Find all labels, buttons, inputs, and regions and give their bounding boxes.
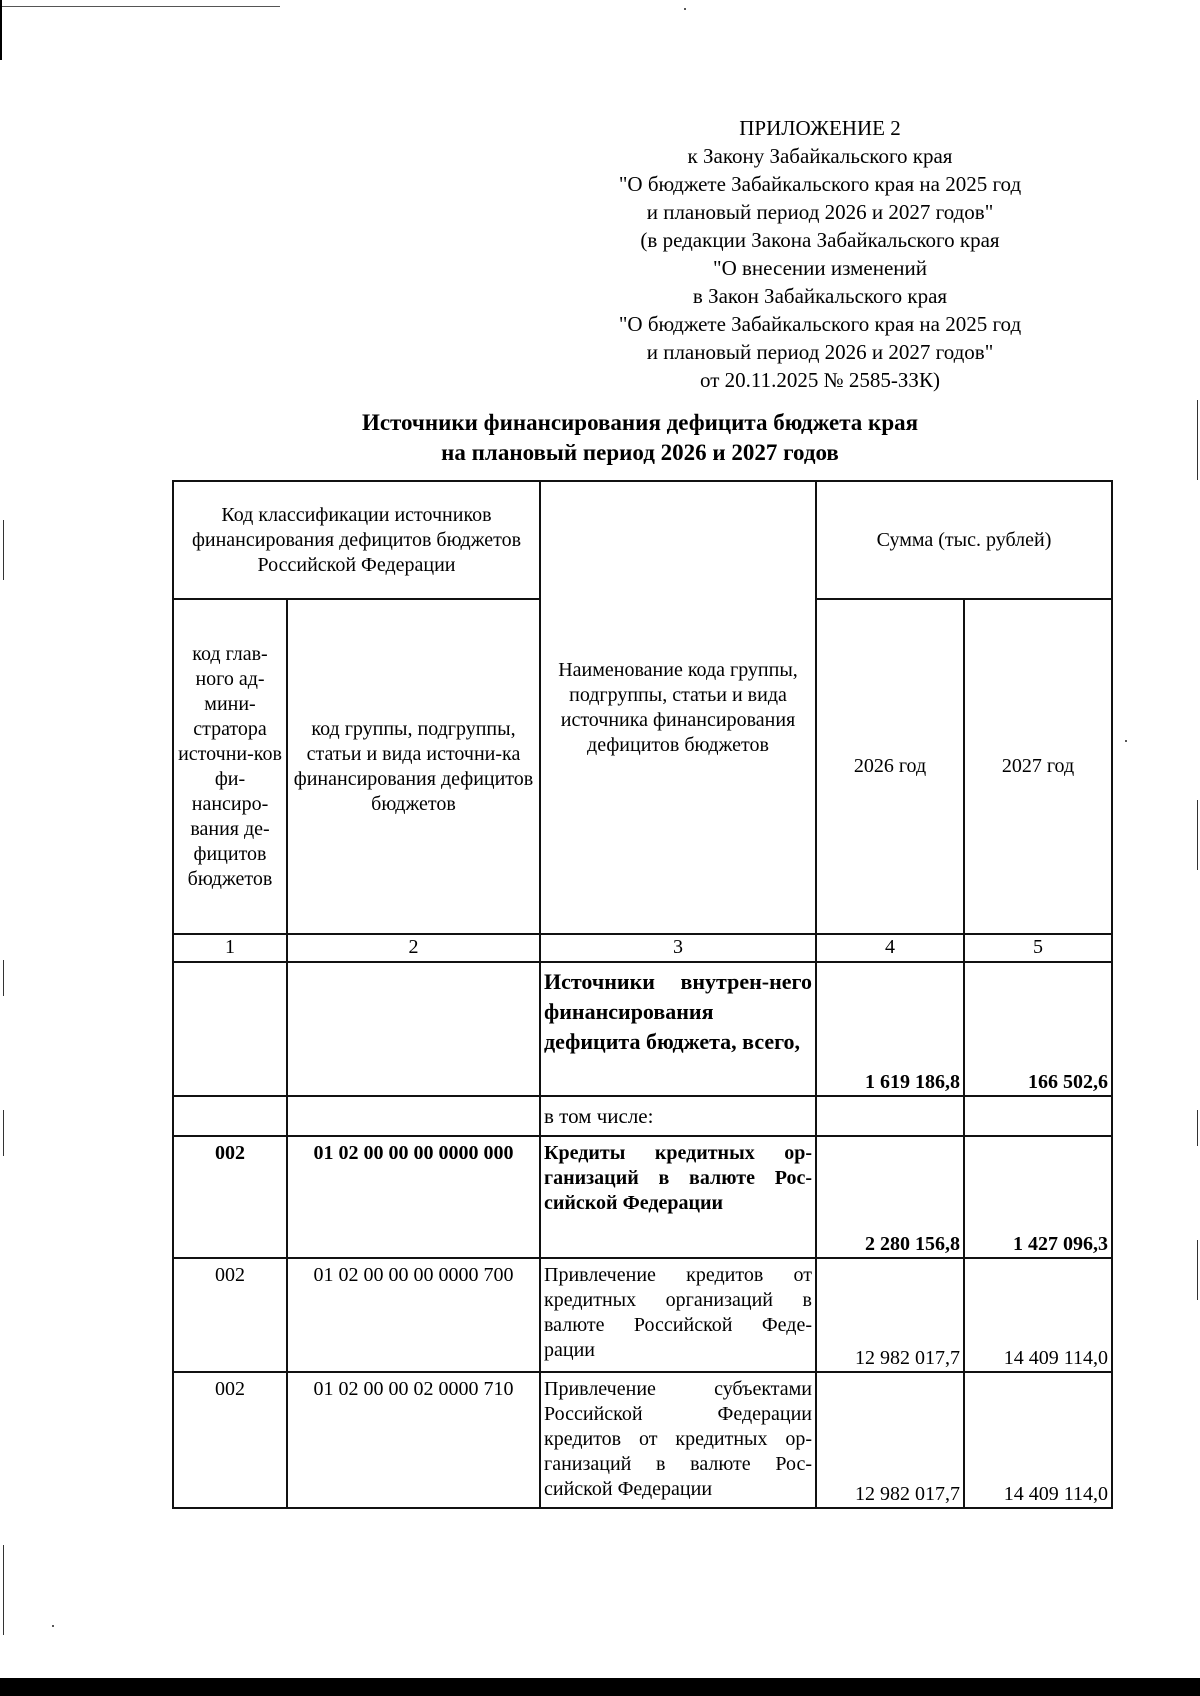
header-year-2026: 2026 год [816,599,964,934]
cell-name: Кредиты кредитных ор-ганизаций в валюте Рос-сийской Федерации [540,1136,816,1258]
header-sum: Сумма (тыс. рублей) [816,481,1112,599]
scan-artifact-mark [3,1545,4,1635]
scan-artifact-mark [3,960,4,996]
column-number: 2 [287,934,540,962]
cell-2026: 1 619 186,8 [816,962,964,1096]
scan-artifact-mark [1197,1240,1198,1300]
cell-2027 [964,1096,1112,1136]
approval-line: "О бюджете Забайкальского края на 2025 год [618,312,1022,336]
cell-name: Привлечение субъектами Российской Федерации кредитов от кредитных ор-ганизаций в валюте Рос-сийской Федерации [540,1372,816,1508]
cell-2027: 14 409 114,0 [964,1258,1112,1372]
scan-artifact-mark [1197,400,1198,480]
header-year-2027: 2027 год [964,599,1112,934]
table-row [173,1258,1112,1372]
table-header-row [173,481,1112,599]
cell-code: 01 02 00 00 00 0000 000 [287,1136,540,1258]
scan-artifact-dot [1125,740,1127,742]
document-title [170,408,1110,468]
header-admin-code: код глав-ного ад-мини-стратора источни-ков фи-нансиро-вания де-фицитов бюджетов [173,599,287,934]
cell-name: в том числе: [540,1096,816,1136]
header-classification: Код классификации источников финансирования дефицитов бюджетов Российской Федерации [173,481,540,599]
title-line-1: Источники финансирования дефицита бюджета края [361,410,919,435]
title-line-2: на плановый период 2026 и 2027 годов [441,440,839,465]
cell-2026 [816,1096,964,1136]
approval-line: (в редакции Закона Забайкальского края [640,228,1000,252]
scan-artifact-mark [1197,1110,1198,1146]
header-name: Наименование кода группы, подгруппы, статьи и вида источника финансирования дефицитов бюджетов [540,481,816,934]
cell-admin: 002 [173,1136,287,1258]
table-row [173,1096,1112,1136]
column-number: 4 [816,934,964,962]
scan-artifact-line [0,6,280,7]
cell-2027: 14 409 114,0 [964,1372,1112,1508]
approval-line: и плановый период 2026 и 2027 годов" [646,200,994,224]
column-numbers-row [173,934,1112,962]
cell-admin: 002 [173,1372,287,1508]
approval-line: в Закон Забайкальского края [692,284,948,308]
cell-name: Источники внутрен-него финансирования дефицита бюджета, всего, [540,962,816,1096]
column-number: 1 [173,934,287,962]
approval-line: ПРИЛОЖЕНИЕ 2 [739,116,901,140]
scan-artifact-dot [684,8,686,10]
cell-code [287,1096,540,1136]
scan-artifact-mark [3,520,4,580]
header-group-code: код группы, подгруппы, статьи и вида источни-ка финансирования дефицитов бюджетов [287,599,540,934]
approval-line: от 20.11.2025 № 2585-ЗЗК) [700,368,940,392]
cell-2026: 12 982 017,7 [816,1372,964,1508]
scan-artifact-edge [0,0,2,60]
cell-2027: 1 427 096,3 [964,1136,1112,1258]
cell-admin [173,1096,287,1136]
table-row [173,1136,1112,1258]
approval-line: "О внесении изменений [713,256,927,280]
cell-2026: 12 982 017,7 [816,1258,964,1372]
approval-line: к Закону Забайкальского края [687,144,953,168]
cell-admin: 002 [173,1258,287,1372]
approval-line: "О бюджете Забайкальского края на 2025 год [618,172,1022,196]
approval-block [560,114,1080,394]
table-row [173,1372,1112,1508]
column-number: 3 [540,934,816,962]
scan-artifact-mark [1197,800,1198,870]
cell-code: 01 02 00 00 02 0000 710 [287,1372,540,1508]
cell-name: Привлечение кредитов от кредитных организаций в валюте Российской Феде-рации [540,1258,816,1372]
scan-artifact-dot [52,1625,54,1627]
approval-line: и плановый период 2026 и 2027 годов" [646,340,994,364]
cell-code: 01 02 00 00 00 0000 700 [287,1258,540,1372]
cell-admin [173,962,287,1096]
scan-artifact-mark [3,1110,4,1156]
scan-artifact-bottom-bar [0,1678,1200,1696]
financing-sources-table [172,480,1113,1509]
cell-2027: 166 502,6 [964,962,1112,1096]
cell-code [287,962,540,1096]
table-row [173,962,1112,1096]
column-number: 5 [964,934,1112,962]
cell-2026: 2 280 156,8 [816,1136,964,1258]
